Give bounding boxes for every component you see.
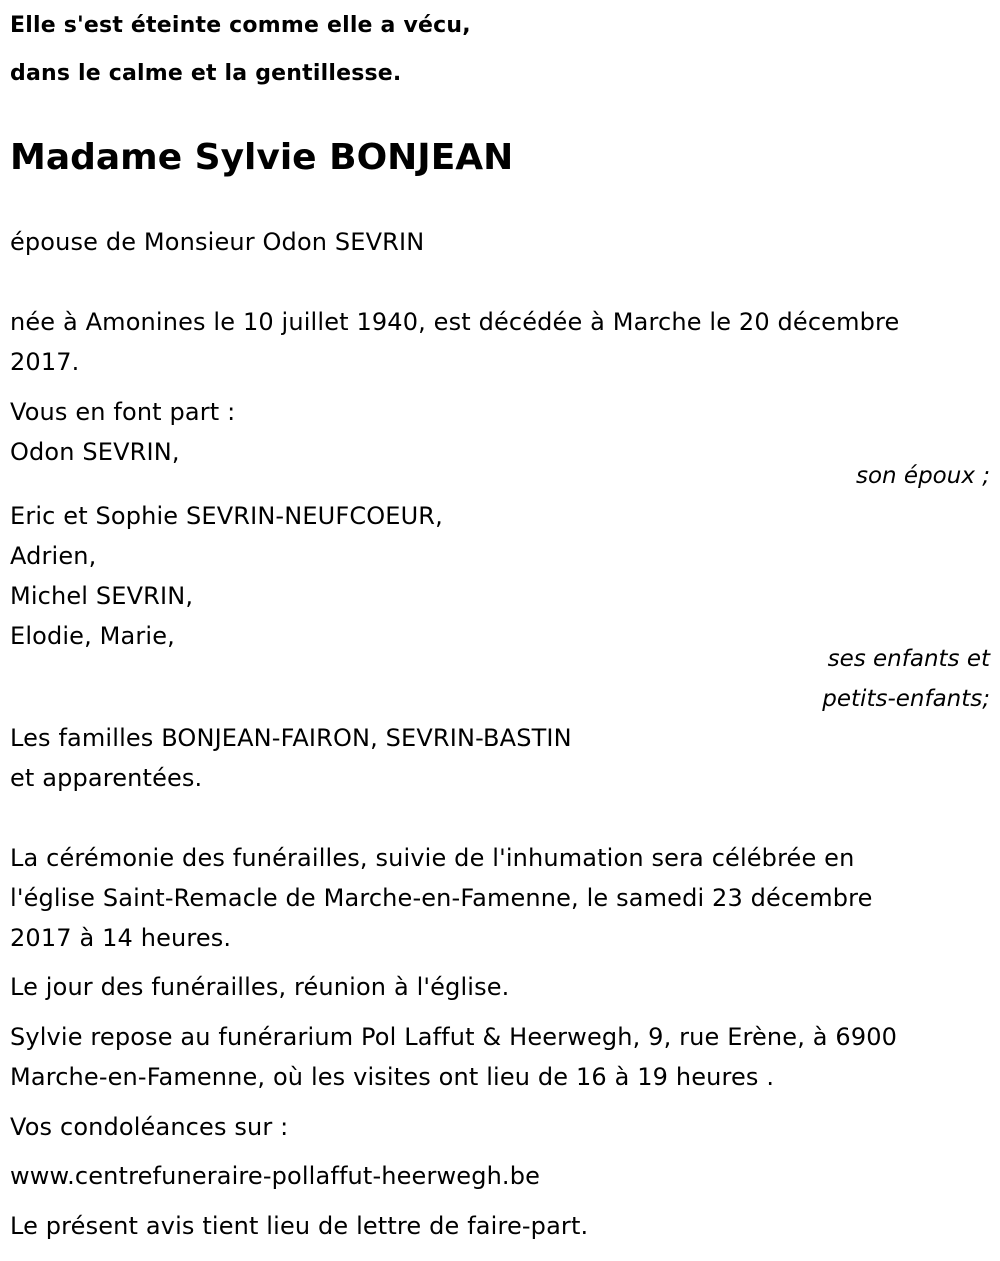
- condolences-label: Vos condoléances sur :: [10, 1113, 289, 1141]
- child-announcer: Adrien,: [10, 542, 97, 570]
- children-role-line-2: petits-enfants;: [822, 686, 990, 712]
- deceased-name: Madame Sylvie BONJEAN: [10, 137, 514, 178]
- ceremony-line-1: La cérémonie des funérailles, suivie de l'inhumation sera célébrée en: [10, 844, 855, 872]
- closing-line: Le présent avis tient lieu de lettre de faire-part.: [10, 1212, 589, 1240]
- child-announcer: Elodie, Marie,: [10, 622, 175, 650]
- children-role-line-1: ses enfants et: [827, 646, 990, 672]
- birth-death-line-1: née à Amonines le 10 juillet 1940, est décédée à Marche le 20 décembre: [10, 308, 900, 336]
- meeting-line: Le jour des funérailles, réunion à l'église.: [10, 973, 510, 1001]
- ceremony-line-3: 2017 à 14 heures.: [10, 924, 232, 952]
- families-line-1: Les familles BONJEAN-FAIRON, SEVRIN-BASTIN: [10, 724, 572, 752]
- spouse-announcer-name: Odon SEVRIN,: [10, 438, 180, 466]
- spouse-line: épouse de Monsieur Odon SEVRIN: [10, 228, 425, 256]
- condolences-url: www.centrefuneraire-pollaffut-heerwegh.be: [10, 1162, 541, 1190]
- spouse-role: son époux ;: [855, 463, 990, 489]
- ceremony-line-2: l'église Saint-Remacle de Marche-en-Famenne, le samedi 23 décembre: [10, 884, 873, 912]
- families-line-2: et apparentées.: [10, 764, 203, 792]
- epigraph-line-1: Elle s'est éteinte comme elle a vécu,: [10, 13, 471, 38]
- epigraph-line-2: dans le calme et la gentillesse.: [10, 61, 402, 86]
- funerarium-line-1: Sylvie repose au funérarium Pol Laffut & Heerwegh, 9, rue Erène, à 6900: [10, 1023, 898, 1051]
- announcers-intro: Vous en font part :: [10, 398, 236, 426]
- funerarium-line-2: Marche-en-Famenne, où les visites ont lieu de 16 à 19 heures .: [10, 1063, 775, 1091]
- child-announcer: Eric et Sophie SEVRIN-NEUFCOEUR,: [10, 502, 443, 530]
- birth-death-line-2: 2017.: [10, 348, 80, 376]
- child-announcer: Michel SEVRIN,: [10, 582, 194, 610]
